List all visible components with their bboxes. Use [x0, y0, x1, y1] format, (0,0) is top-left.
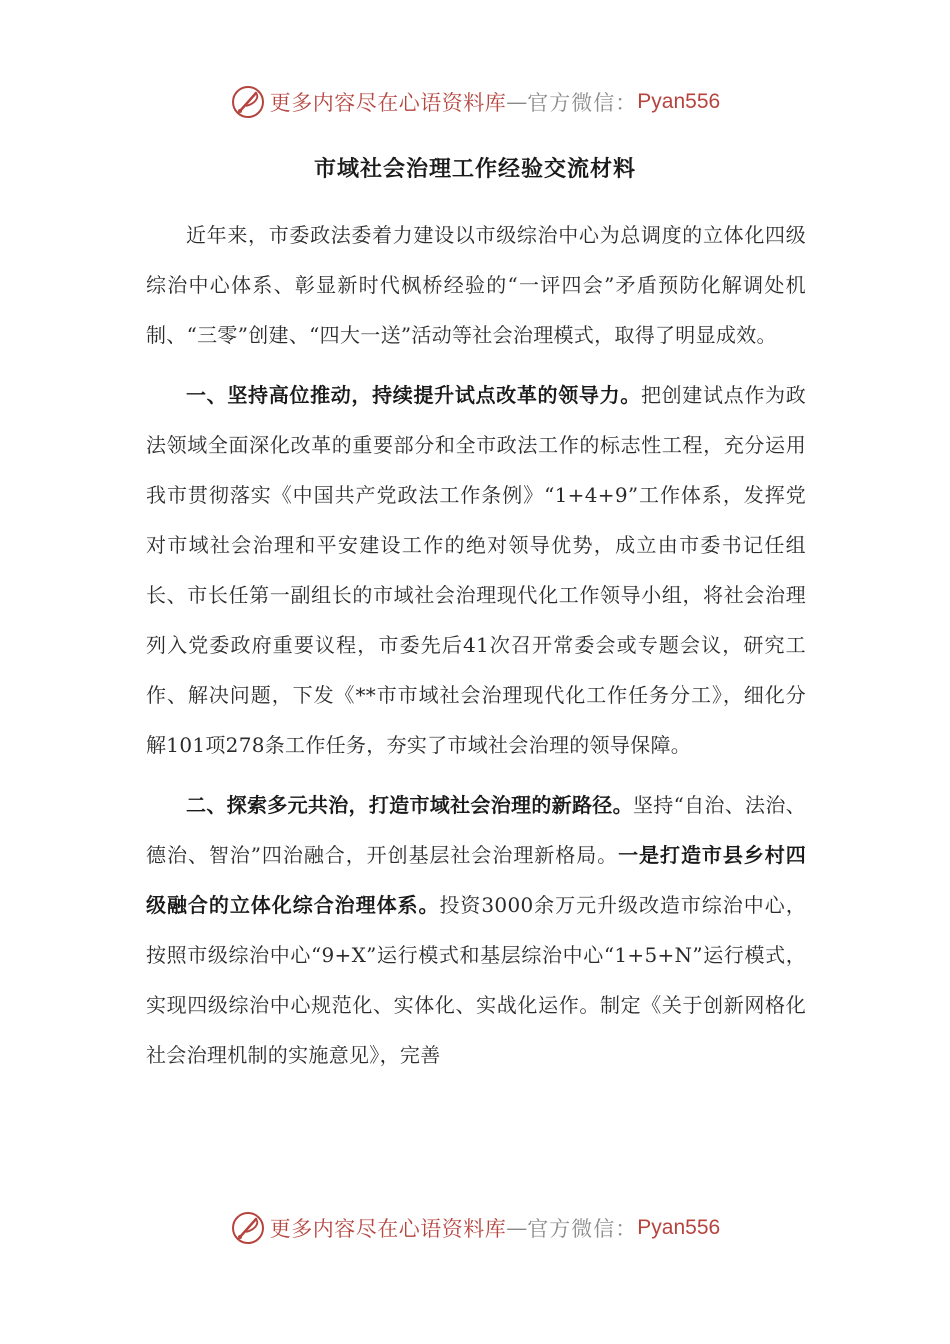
- banner-official-label: 官方微信：: [527, 91, 638, 115]
- section-1-body: 把创建试点作为政法领域全面深化改革的重要部分和全市政法工作的标志性工程，充分运用我市贯彻落实《中国共产党政法工作条例》“1+4+9”工作体系，发挥党对市域社会治理和平安建设工作的绝对领导优势，成立由市委书记任组长、市长任第一副组长的市域社会治理现代化工作领导小组，将社会治理列入党委政府重要议程，市委先后41次召开常委会或专题会议，研究工作、解决问题，下发《**市市域社会治理现代化工作任务分工》，细化分解101项278条工作任务，夯实了市域社会治理的领导保障。: [146, 383, 806, 757]
- quill-logo-icon: [230, 1210, 266, 1246]
- banner-promo-text: 更多内容尽在心语资料库: [269, 91, 507, 115]
- banner-dash: —: [506, 1216, 528, 1240]
- quill-logo-icon: [230, 84, 266, 120]
- banner-dash: —: [506, 90, 528, 114]
- section-2-subheading: 一是打造市县乡村四级融合的立体化综合治理体系。: [146, 843, 806, 917]
- banner-wechat-id: Pyan556: [637, 1216, 721, 1239]
- banner-official-label: 官方微信：: [527, 1217, 638, 1241]
- section-2-body-2: 投资3000余万元升级改造市综治中心，按照市级综治中心“9+X”运行模式和基层综治中心“1+5+N”运行模式，实现四级综治中心规范化、实体化、实战化运作。制定《关于创新网格化社会治理机制的实施意见》，完善: [146, 893, 806, 1067]
- section-2-heading: 二、探索多元共治，打造市域社会治理的新路径。: [186, 793, 633, 817]
- section-1-paragraph: [146, 370, 806, 770]
- section-1-heading: 一、坚持高位推动，持续提升试点改革的领导力。: [186, 383, 641, 407]
- banner-wechat-id: Pyan556: [637, 90, 721, 113]
- section-2-body-1: 坚持“自治、法治、德治、智治”四治融合，开创基层社会治理新格局。: [146, 793, 806, 867]
- intro-paragraph: [146, 210, 806, 360]
- banner-promo-text: 更多内容尽在心语资料库: [269, 1217, 507, 1241]
- document-title: 市域社会治理工作经验交流材料: [313, 156, 636, 182]
- footer-banner: [0, 1208, 950, 1248]
- intro-text: 近年来，市委政法委着力建设以市级综治中心为总调度的立体化四级综治中心体系、彰显新时代枫桥经验的“一评四会”矛盾预防化解调处机制、“三零”创建、“四大一送”活动等社会治理模式，取得了明显成效。: [146, 223, 806, 347]
- section-2-paragraph: [146, 780, 806, 1080]
- document-body: [146, 210, 806, 1090]
- header-banner: [0, 82, 950, 122]
